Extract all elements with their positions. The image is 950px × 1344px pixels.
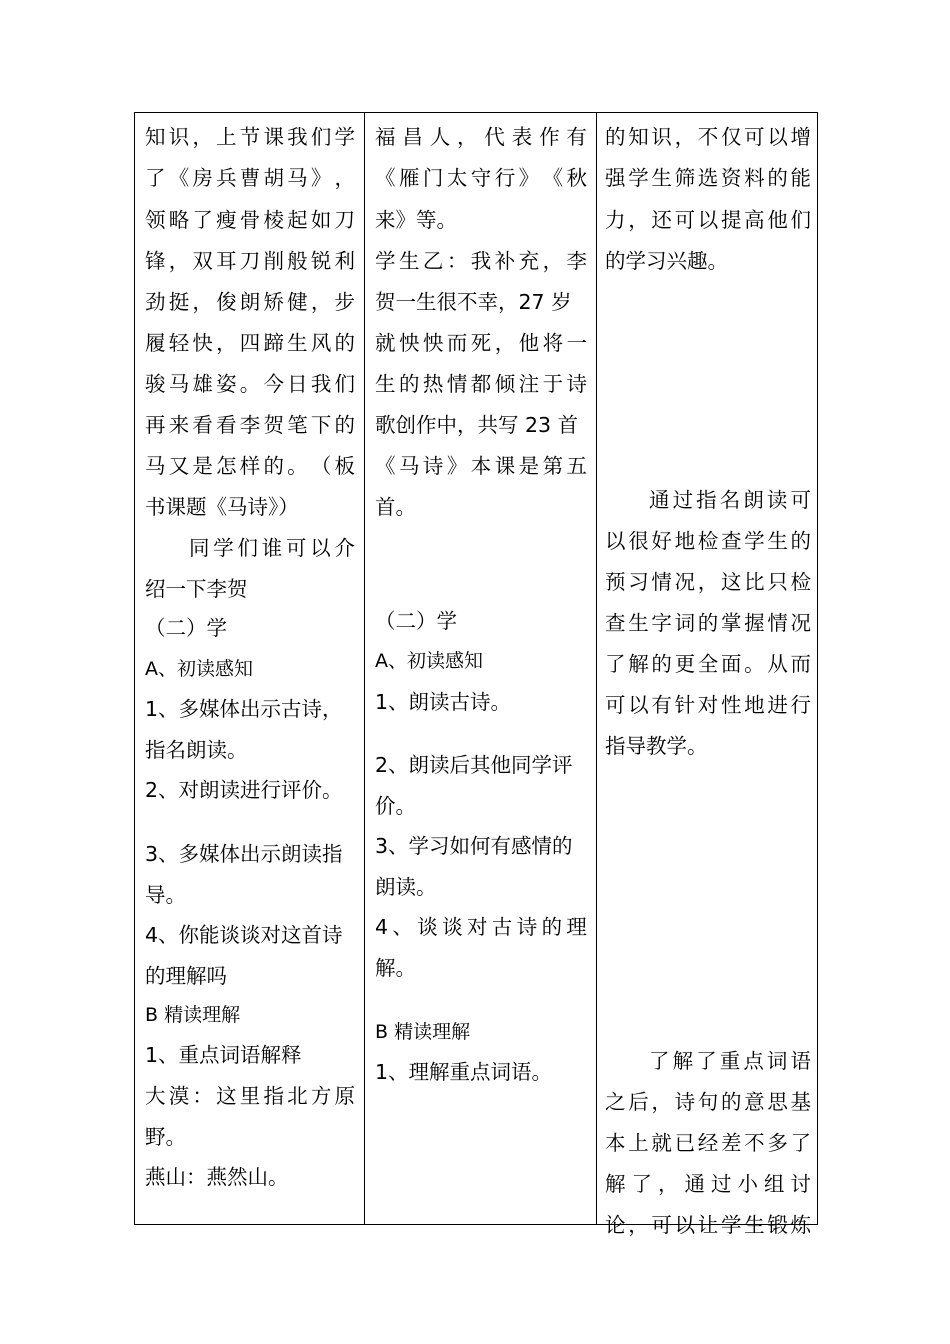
text-line: 4、你能谈谈对这首诗 bbox=[145, 923, 343, 947]
text-line: 《 雁 门 太 守 行 》 《 秋 bbox=[375, 166, 587, 190]
text-line: 知 识 ， 上 节 课 我 们 学 bbox=[145, 125, 355, 149]
text-line: 生 的 热 情 都 倾 注 于 诗 bbox=[375, 372, 587, 396]
text-line: 导。 bbox=[145, 883, 186, 907]
text-line: 3、多媒体出示朗读指 bbox=[145, 842, 343, 866]
column-divider bbox=[596, 113, 597, 1224]
text-line: 燕山：燕然山。 bbox=[145, 1165, 289, 1189]
lesson-plan-table bbox=[134, 112, 818, 1237]
text-line: 锋 ， 双 耳 刀 削 般 锐 利 bbox=[145, 249, 355, 273]
text-line: 强 学 生 筛 选 资 料 的 能 bbox=[605, 166, 811, 190]
text-line: 2、对朗读进行评价。 bbox=[145, 778, 343, 802]
text-line: 学 生 乙 ： 我 补 充 ， 李 bbox=[375, 249, 587, 273]
text-line: 的学习兴趣。 bbox=[605, 249, 728, 273]
text-line: 1、朗读古诗。 bbox=[375, 690, 512, 714]
text-line: 再 来 看 看 李 贺 笔 下 的 bbox=[145, 413, 355, 437]
text-line: 可 以 有 针 对 性 地 进 行 bbox=[605, 693, 811, 717]
text-line: 1、重点词语解释 bbox=[145, 1043, 302, 1067]
text-line: 价。 bbox=[375, 794, 416, 818]
text-line: （二）学 bbox=[145, 616, 227, 640]
text-line: 就 怏 怏 而 死 ， 他 将 一 bbox=[375, 331, 587, 355]
text-line: B 精读理解 bbox=[375, 1021, 471, 1043]
text-line: 之 后 ， 诗 句 的 意 思 基 bbox=[605, 1090, 811, 1114]
text-line: 查 生 字 词 的 掌 握 情 况 bbox=[605, 611, 811, 635]
text-line: 马 又 是 怎 样 的 。 （ 板 bbox=[145, 454, 355, 478]
text-line: 以 很 好 地 检 查 学 生 的 bbox=[605, 529, 811, 553]
text-line: 了 解 了 重 点 词 语 bbox=[649, 1049, 811, 1073]
text-line: 大 漠 ： 这 里 指 北 方 原 bbox=[145, 1084, 355, 1108]
text-line: 解。 bbox=[375, 956, 416, 980]
text-line: 论 ， 可 以 让 学 生 锻 炼 bbox=[605, 1213, 811, 1237]
text-line: 《 马 诗 》 本 课 是 第 五 bbox=[375, 454, 587, 478]
text-line: 通 过 指 名 朗 读 可 bbox=[649, 488, 811, 512]
text-line: 履 轻 快 ， 四 蹄 生 风 的 bbox=[145, 331, 355, 355]
text-line: 野。 bbox=[145, 1125, 186, 1149]
text-line: 2、朗读后其他同学评 bbox=[375, 753, 573, 777]
text-line: （二）学 bbox=[375, 609, 457, 633]
text-line: 领 略 了 瘦 骨 棱 起 如 刀 bbox=[145, 208, 355, 232]
text-line: 劲 挺 ， 俊 朗 矫 健 ， 步 bbox=[145, 290, 355, 314]
text-line: 力 ， 还 可 以 提 高 他 们 bbox=[605, 208, 811, 232]
text-line: 绍一下李贺 bbox=[145, 577, 248, 601]
text-line: 的 知 识 ， 不 仅 可 以 增 bbox=[605, 125, 811, 149]
text-line: 指名朗读。 bbox=[145, 738, 248, 762]
text-line: 解 了 ， 通 过 小 组 讨 bbox=[605, 1172, 811, 1196]
text-line: 同 学 们 谁 可 以 介 bbox=[189, 536, 355, 560]
text-line: 4 、 谈 谈 对 古 诗 的 理 bbox=[375, 915, 587, 939]
text-line: 指导教学。 bbox=[605, 734, 708, 758]
text-line: 3、学习如何有感情的 bbox=[375, 834, 573, 858]
text-line: A、初读感知 bbox=[375, 650, 483, 672]
text-line: 骏 马 雄 姿 。 今 日 我 们 bbox=[145, 372, 355, 396]
text-line: B 精读理解 bbox=[145, 1004, 241, 1026]
text-line: 了 《 房 兵 曹 胡 马 》 ， bbox=[145, 166, 355, 190]
text-line: 1、多媒体出示古诗， bbox=[145, 697, 343, 721]
text-line: 本 上 就 已 经 差 不 多 了 bbox=[605, 1131, 811, 1155]
text-line: 朗读。 bbox=[375, 875, 437, 899]
text-line: 来》等。 bbox=[375, 208, 457, 232]
text-line: A、初读感知 bbox=[145, 658, 253, 680]
text-line: 福 昌 人 ， 代 表 作 有 bbox=[375, 125, 587, 149]
text-line: 首。 bbox=[375, 495, 416, 519]
text-line: 歌创作中，共写 23 首 bbox=[375, 413, 579, 437]
column-divider bbox=[364, 113, 365, 1224]
text-line: 了 解 的 更 全 面 。 从 而 bbox=[605, 652, 811, 676]
text-line: 1、理解重点词语。 bbox=[375, 1060, 553, 1084]
text-line: 贺一生很不幸，27 岁 bbox=[375, 290, 572, 314]
text-line: 书课题《马诗》） bbox=[145, 495, 299, 519]
text-line: 预 习 情 况 ， 这 比 只 检 bbox=[605, 570, 811, 594]
text-line: 的理解吗 bbox=[145, 964, 227, 988]
